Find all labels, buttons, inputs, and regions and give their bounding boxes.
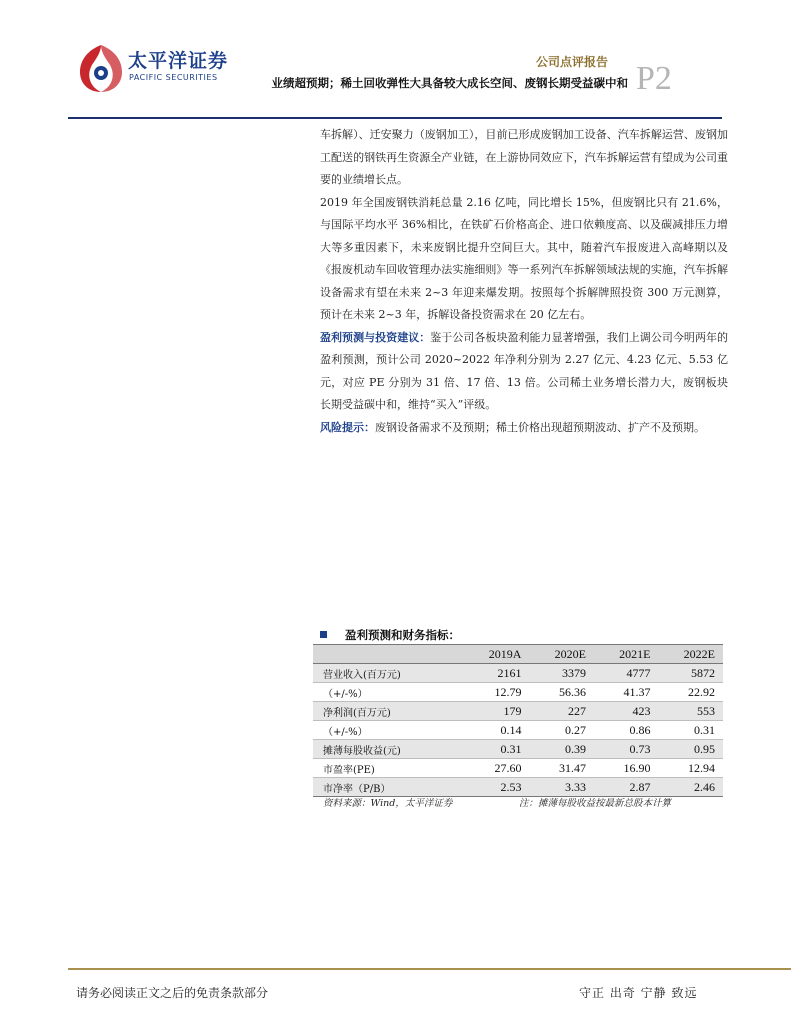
table-cell: 0.73 (594, 740, 659, 759)
table-cell: 56.36 (529, 683, 594, 702)
row-label: 营业收入(百万元) (313, 664, 463, 683)
column-header: 2021E (594, 645, 659, 664)
table-cell: 423 (594, 702, 659, 721)
report-headline: 业绩超预期；稀土回收弹性大具备较大成长空间、废钢长期受益碳中和 (271, 76, 628, 90)
column-header: 2022E (658, 645, 723, 664)
table-cell: 16.90 (594, 759, 659, 778)
table-cell: 3379 (529, 664, 594, 683)
table-cell: 3.33 (529, 778, 594, 797)
square-bullet-icon (320, 631, 327, 638)
table-row (313, 702, 723, 721)
column-header: 2020E (529, 645, 594, 664)
page-number: P2 (636, 60, 672, 97)
row-label: 摊薄每股收益(元) (313, 740, 463, 759)
table-title (320, 627, 460, 643)
footer-disclaimer: 请务必阅读正文之后的免责条款部分 (76, 986, 269, 1000)
table-cell: 0.31 (658, 721, 723, 740)
table-row (313, 778, 723, 797)
table-cell: 553 (658, 702, 723, 721)
header-divider (68, 117, 722, 119)
forecast-label: 盈利预测与投资建议： (320, 330, 431, 344)
row-label: 市净率（P/B） (313, 778, 463, 797)
row-label: （+/-%） (313, 683, 463, 702)
table-cell: 31.47 (529, 759, 594, 778)
table-cell: 12.79 (463, 683, 529, 702)
table-cell: 179 (463, 702, 529, 721)
pacific-securities-logo-icon (76, 42, 126, 94)
table-title-text: 盈利预测和财务指标： (345, 628, 460, 642)
table-header-row (313, 645, 723, 664)
table-cell: 2161 (463, 664, 529, 683)
body-text (320, 124, 728, 439)
paragraph-scrap-steel: 2019 年全国废钢铁消耗总量 2.16 亿吨，同比增长 15%，但废钢比只有 21.6%，与国际平均水平 36%相比，在铁矿石价格高企、进口依赖度高、以及碳减排压力增大等多重因素下，未来废钢比提升空间巨大。其中，随着汽车报废进入高峰期以及《报废机动车回收管理办法实施细则》等一系列汽车拆解领域法规的实施，汽车拆解设备需求有望在未来 2~3 年迎来爆发期。按照每个拆解牌照投资 300 万元测算，预计在未来 2~3 年，拆解设备投资需求在 20 亿左右。 (320, 195, 728, 321)
logo-english-name: PACIFIC SECURITIES (129, 73, 218, 82)
table-row (313, 683, 723, 702)
table-cell: 4777 (594, 664, 659, 683)
paragraph-forecast (320, 327, 728, 417)
table-source: 资料来源：Wind，太平洋证券 (323, 798, 453, 809)
table-row (313, 740, 723, 759)
row-label: 净利润(百万元) (313, 702, 463, 721)
table-note: 注：摊薄每股收益按最新总股本计算 (519, 798, 672, 809)
table-cell: 2.53 (463, 778, 529, 797)
financial-forecast-table (313, 644, 723, 797)
forecast-text: 鉴于公司各板块盈利能力显著增强，我们上调公司今明两年的盈利预测，预计公司 2020~2022 年净利分别为 2.27 亿元、4.23 亿元、5.53 亿元，对应 PE 分别为 31 倍、17 倍、13 倍。公司稀土业务增长潜力大，废钢板块长期受益碳中和，维持“买入”评级。 (320, 330, 729, 411)
paragraph-risk (320, 417, 728, 440)
table-cell: 22.92 (658, 683, 723, 702)
table-row (313, 721, 723, 740)
table-cell: 41.37 (594, 683, 659, 702)
footer-motto: 守正 出奇 宁静 致远 (579, 986, 698, 1000)
table-cell: 0.95 (658, 740, 723, 759)
paragraph-industry-chain: 车拆解）、迁安聚力（废钢加工），目前已形成废钢加工设备、汽车拆解运营、废钢加工配送的钢铁再生资源全产业链，在上游协同效应下，汽车拆解运营有望成为公司重要的业绩增长点。 (320, 128, 728, 186)
row-label: （+/-%） (313, 721, 463, 740)
risk-text: 废钢设备需求不及预期；稀土价格出现超预期波动、扩产不及预期。 (375, 420, 705, 434)
footer-divider (68, 968, 791, 970)
column-header: 2019A (463, 645, 529, 664)
column-header (313, 645, 463, 664)
table-row (313, 759, 723, 778)
table-cell: 0.31 (463, 740, 529, 759)
table-cell: 27.60 (463, 759, 529, 778)
table-cell: 0.86 (594, 721, 659, 740)
table-cell: 0.27 (529, 721, 594, 740)
table-cell: 0.14 (463, 721, 529, 740)
table-cell: 2.46 (658, 778, 723, 797)
table-cell: 5872 (658, 664, 723, 683)
company-logo (76, 42, 229, 94)
table-row (313, 664, 723, 683)
risk-label: 风险提示： (320, 420, 375, 434)
row-label: 市盈率(PE) (313, 759, 463, 778)
table-cell: 0.39 (529, 740, 594, 759)
report-type: 公司点评报告 (536, 55, 609, 69)
table-cell: 12.94 (658, 759, 723, 778)
logo-chinese-name: 太平洋证券 (128, 50, 229, 72)
table-cell: 2.87 (594, 778, 659, 797)
table-cell: 227 (529, 702, 594, 721)
